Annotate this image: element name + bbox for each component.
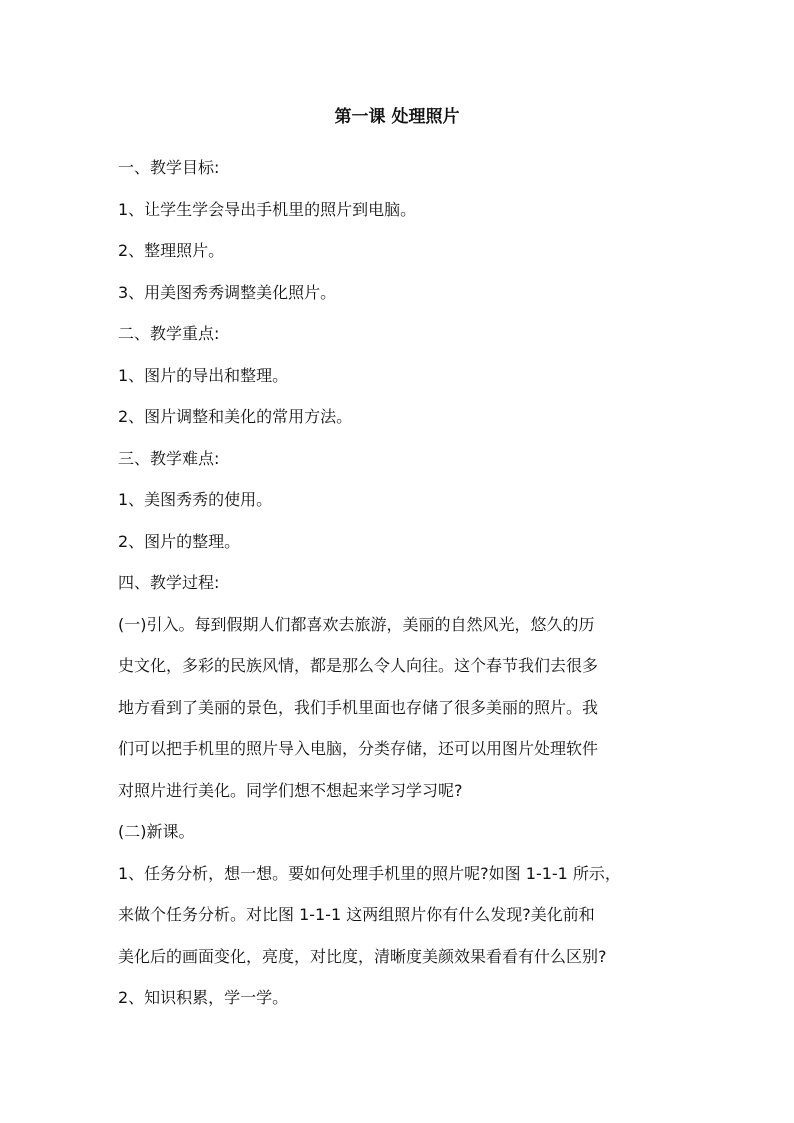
paragraph-line: 们可以把手机里的照片导入电脑，分类存储，还可以用图片处理软件 xyxy=(118,739,599,758)
subsection-heading-new-lesson: (二)新课。 xyxy=(118,822,195,841)
paragraph-line: 地方看到了美丽的景色，我们手机里面也存储了很多美丽的照片。我 xyxy=(118,697,599,717)
paragraph-line: 2、知识积累，学一学。 xyxy=(118,988,289,1007)
paragraph-line: 美化后的画面变化，亮度，对比度，清晰度美颜效果看看有什么区别? xyxy=(118,946,607,966)
section-heading-difficulties: 三、教学难点: xyxy=(118,448,220,468)
paragraph-line: (一)引入。每到假期人们都喜欢去旅游，美丽的自然风光，悠久的历 xyxy=(118,614,595,634)
section-heading-objectives: 一、教学目标: xyxy=(118,158,220,177)
key-point-item: 1、图片的导出和整理。 xyxy=(118,365,289,385)
paragraph-line: 对照片进行美化。同学们想不想起来学习学习呢? xyxy=(118,780,463,800)
objective-item: 1、让学生学会导出手机里的照片到电脑。 xyxy=(118,199,417,219)
objective-item: 3、用美图秀秀调整美化照片。 xyxy=(118,282,337,302)
key-point-item: 2、图片调整和美化的常用方法。 xyxy=(118,407,353,426)
paragraph-line: 来做个任务分析。对比图 1-1-1 这两组照片你有什么发现?美化前和 xyxy=(118,905,595,924)
objective-item: 2、整理照片。 xyxy=(118,241,225,260)
section-heading-key-points: 二、教学重点: xyxy=(118,324,220,343)
difficulty-item: 2、图片的整理。 xyxy=(118,531,241,551)
lesson-body xyxy=(118,147,678,1019)
lesson-title: 第一课 处理照片 xyxy=(334,107,460,127)
section-heading-process: 四、教学过程: xyxy=(118,573,220,592)
difficulty-item: 1、美图秀秀的使用。 xyxy=(118,490,273,509)
paragraph-line: 史文化，多彩的民族风情，都是那么令人向往。这个春节我们去很多 xyxy=(118,656,599,675)
paragraph-line: 1、任务分析，想一想。要如何处理手机里的照片呢?如图 1-1-1 所示， xyxy=(118,863,621,883)
